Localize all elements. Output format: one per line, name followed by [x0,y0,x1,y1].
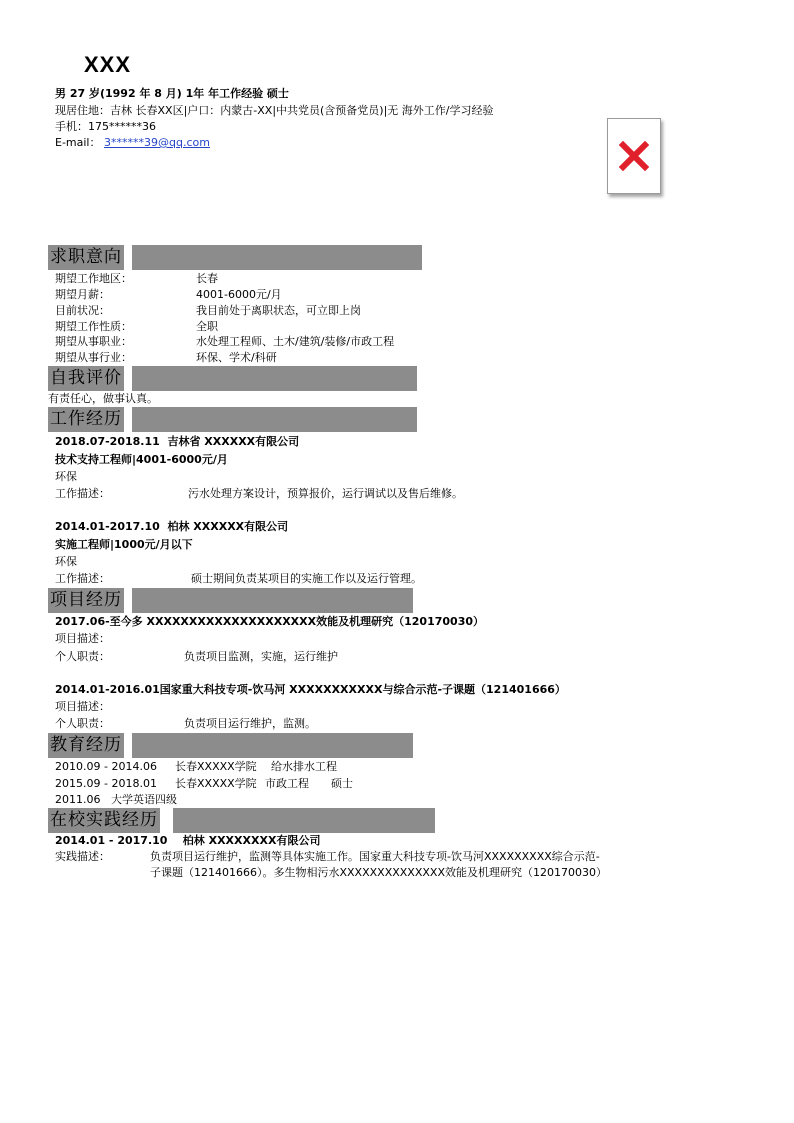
project-desc-label: 项目描述： [55,700,110,713]
work-desc: 污水处理方案设计，预算报价，运行调试以及售后维修。 [188,487,463,500]
intent-label: 目前状况： [55,304,110,317]
project-duty-label: 个人职责： [55,650,110,663]
work-desc-label: 工作描述： [55,487,110,500]
intent-value: 我目前处于离职状态，可立即上岗 [196,304,361,317]
residence-line: 现居住地：吉林 长春XX区|户口：内蒙古-XX|中共党员(含预备党员)|无 海外工作/学习经验 [55,104,494,117]
section-title-work: 工作经历 [48,407,124,432]
section-title-project: 项目经历 [48,588,124,613]
practice-desc-label: 实践描述： [55,850,110,863]
section-header-work [48,407,417,432]
intent-label: 期望工作地区： [55,272,132,285]
work-title: 实施工程师|1000元/月以下 [55,538,193,551]
work-company: 吉林省 XXXXXX有限公司 [167,435,300,448]
practice-org: 柏林 XXXXXXXX有限公司 [182,834,321,847]
intent-label: 期望从事职业： [55,335,132,348]
project-title: 2014.01-2016.01国家重大科技专项-饮马河 XXXXXXXXXXX与综合示范-子课题（121401666） [55,683,566,696]
section-bar [132,588,413,613]
phone-line [55,120,156,134]
intent-label: 期望工作性质： [55,320,132,333]
intent-value: 4001-6000元/月 [196,288,282,301]
education-major: 市政工程 [265,777,309,790]
section-bar [132,733,413,758]
section-bar [132,407,417,432]
work-title: 技术支持工程师|4001-6000元/月 [55,453,228,466]
photo-placeholder [607,118,661,194]
project-duty-label: 个人职责： [55,717,110,730]
intent-value: 长春 [196,272,218,285]
section-header-education [48,733,413,758]
section-bar [132,245,422,270]
practice-desc-line: 负责项目运行维护，监测等具体实施工作。国家重大科技专项-饮马河XXXXXXXXX综合示范- [150,850,600,863]
section-title-intent: 求职意向 [48,245,124,270]
section-header-intent [48,245,422,270]
section-title-practice: 在校实践经历 [48,808,160,833]
section-header-project [48,588,413,613]
intent-label: 期望月薪： [55,288,110,301]
work-entry-heading [55,435,299,449]
intent-label: 期望从事行业： [55,351,132,364]
broken-image-icon [619,141,649,171]
practice-heading [55,834,320,848]
education-school: 长春XXXXX学院 [175,777,257,790]
certificate-name: 大学英语四级 [111,793,177,806]
intent-value: 全职 [196,320,218,333]
section-bar [173,808,435,833]
project-desc-label: 项目描述： [55,632,110,645]
phone-value: 175******36 [88,120,156,133]
phone-label: 手机： [55,120,88,133]
section-bar [132,366,417,391]
education-period: 2010.09 - 2014.06 [55,760,157,773]
education-degree: 硕士 [331,777,353,790]
section-header-practice [48,808,435,833]
work-company: 柏林 XXXXXX有限公司 [167,520,289,533]
project-title: 2017.06-至今多 XXXXXXXXXXXXXXXXXXXX效能及机理研究（120170030） [55,615,484,628]
intent-value: 水处理工程师、土木/建筑/装修/市政工程 [196,335,395,348]
section-title-education: 教育经历 [48,733,124,758]
candidate-name: XXX [84,52,132,77]
summary-line: 男 27 岁(1992 年 8 月) 1年 年工作经验 硕士 [55,87,289,100]
email-label: E-mail： [55,136,101,149]
work-period: 2018.07-2018.11 [55,435,160,448]
project-duty: 负责项目监测，实施，运行维护 [184,650,338,663]
work-desc-label: 工作描述： [55,572,110,585]
work-entry-heading [55,520,288,534]
section-header-self-eval [48,366,417,391]
certificate-line [55,793,177,807]
education-major: 给水排水工程 [271,760,337,773]
work-period: 2014.01-2017.10 [55,520,160,533]
work-industry: 环保 [55,470,77,483]
practice-desc-line: 子课题（121401666）。多生物相污水XXXXXXXXXXXXXX效能及机理研究（120170030） [150,866,607,879]
work-industry: 环保 [55,555,77,568]
email-line [55,136,210,150]
education-school: 长春XXXXX学院 [175,760,257,773]
self-eval-text: 有责任心，做事认真。 [48,392,158,405]
email-link[interactable]: 3******39@qq.com [104,136,210,149]
project-duty: 负责项目运行维护，监测。 [184,717,316,730]
education-period: 2015.09 - 2018.01 [55,777,157,790]
certificate-date: 2011.06 [55,793,101,806]
section-title-self-eval: 自我评价 [48,366,124,391]
work-desc: 硕士期间负责某项目的实施工作以及运行管理。 [191,572,422,585]
intent-value: 环保、学术/科研 [196,351,277,364]
practice-period: 2014.01 - 2017.10 [55,834,168,847]
